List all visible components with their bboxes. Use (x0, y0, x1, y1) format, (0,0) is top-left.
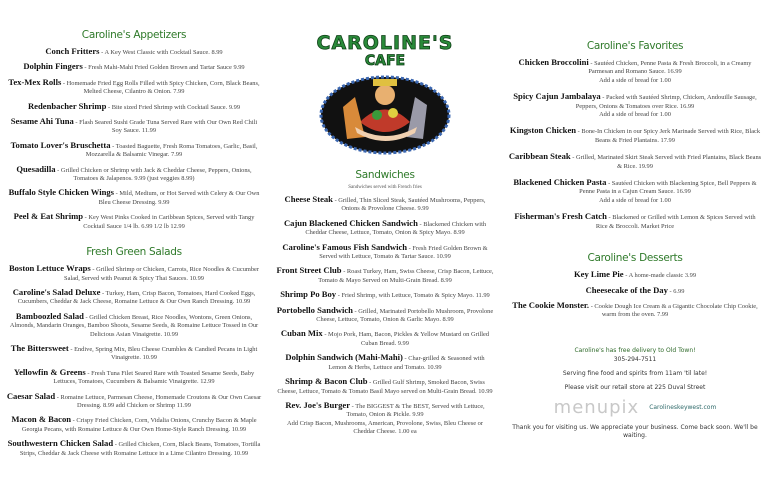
menu-item-name: Caroline's Salad Deluxe (12, 286, 101, 297)
menu-item-description: Flash Seared Sushi Grade Tuna Served Rare with Our Own Red Chili Soy Sauce. 11.99 (79, 119, 258, 135)
section-heading: Sandwiches (355, 169, 415, 181)
menu-item (276, 329, 494, 348)
separator: - (350, 402, 356, 410)
separator: - (106, 103, 112, 111)
menu-item (6, 288, 262, 307)
desserts-section (508, 252, 762, 325)
menu-item-name: Fisherman's Fresh Catch (514, 211, 607, 222)
separator: - (407, 244, 413, 252)
phone-number: 305-294-7511 (613, 355, 657, 363)
menu-item-name: The Bittersweet (10, 342, 69, 353)
menu-item-description: A home-made classic 3.99 (628, 272, 697, 280)
menu-item (276, 377, 494, 396)
menu-item-name: Chicken Broccolini (518, 57, 589, 67)
menu-item-name: Portobello Sandwich (276, 304, 353, 315)
menu-item (6, 62, 262, 72)
menu-item (276, 243, 494, 262)
retail-text: Please visit our retail store at 225 Duval Street (564, 383, 706, 391)
separator: - (82, 64, 89, 72)
menu-item-description: Blackened Chicken with Cheddar Cheese, Lettuce, Tomato, Onion & Spicy Mayo. 8.99 (305, 220, 487, 237)
menu-item (6, 141, 262, 160)
menu-item-description: A Key West Classic with Cocktail Sauce. 8.99 (104, 49, 223, 56)
menu-item-description: Toasted Baguette, Fresh Roma Tomatoes, Garlic, Basil, Mozzarella & Balsamic Vinegar. 7.99 (85, 142, 258, 159)
separator: - (402, 355, 409, 363)
menu-item-name: Cheesecake of the Day (585, 284, 668, 295)
menu-item-description: Grilled Chicken or Shrimp with Jack & Cheddar Cheese, Peppers, Onions, Tomatoes & Jalapenos. 9.99 (just veggies 8.99) (60, 166, 252, 183)
menu-item-name: Macon & Bacon (11, 414, 72, 425)
separator: - (600, 94, 606, 102)
menu-item-description: Bite sized Fried Shrimp with Cocktail Sauce. 9.99 (111, 103, 241, 111)
menu-item-description: Bone-In Chicken in our Spicy Jerk Marinade Served with Rice, Black Beans & Fried Plantains. 17.99 (581, 128, 761, 144)
menu-item (508, 126, 762, 145)
separator: - (341, 268, 347, 276)
separator: - (99, 49, 105, 56)
menu-item-name: Tex-Mex Rolls (8, 76, 62, 87)
menu-item (276, 290, 494, 300)
delivery-text: Caroline's has free delivery to Old Town! (574, 346, 696, 354)
menu-item (6, 344, 262, 363)
menu-item-name: Yellowfin & Greens (13, 366, 86, 377)
separator: - (589, 302, 595, 310)
menu-item-description: Grilled Shrimp or Chicken, Carrots, Rice Noodles & Cucumber Salad, Served with Peanut & Spicy Thai Sauces. 10.99 (64, 266, 260, 282)
separator: - (623, 272, 629, 280)
separator: - (55, 393, 61, 401)
menu-item-name: Caesar Salad (6, 390, 56, 401)
separator: - (606, 214, 613, 222)
menu-item-name: Spicy Cajun Jambalaya (513, 91, 601, 102)
menu-item-description: Mojo Pork, Ham, Bacon, Pickles & Yellow Mustard on Grilled Cuban Bread. 9.99 (328, 331, 490, 347)
right-column (508, 0, 762, 446)
separator: - (68, 345, 75, 353)
menu-item (6, 165, 262, 184)
menu-item-description: Romaine Lettuce, Parmesan Cheese, Homemade Croutons & Our Own Caesar Dressing. 8.99 add Chicken or Shrimp 11.99 (60, 393, 262, 409)
sandwiches-section (276, 169, 494, 442)
menu-item (6, 264, 262, 283)
left-column (6, 0, 262, 463)
menu-item-description: The BIGGEST & The BEST, Served with Lettuce, Tomato, Onion & Pickle. 9.99 (346, 402, 485, 419)
menu-item (6, 212, 262, 231)
menu-item-description: Grilled, Marinated Portobello Mushroom, Provolone Cheese, Lettuce, Tomato, Onion & Garlic Mayo. 8.99 (316, 307, 494, 324)
menu-item-name: Rev. Joe's Burger (285, 399, 351, 410)
menu-item-name: Caribbean Steak (508, 151, 571, 162)
menu-item-extra: Add Crisp Bacon, Mushrooms, American, Provolone, Swiss, Bleu Cheese or Cheddar Cheese. 1.00 ea (287, 419, 483, 436)
menu-item (508, 212, 762, 231)
menu-item-description: Cookie Dough Ice Cream & a Gigantic Chocolate Chip Cookie, warm from the oven. 7.99 (594, 302, 758, 319)
menu-item-description: Char-grilled & Seasoned with Lemon & Herbs, Lettuce and Tomato. 10.99 (328, 355, 485, 371)
separator: - (576, 128, 582, 136)
menu-item (508, 92, 762, 119)
menu-item-name: Southwestern Chicken Salad (7, 438, 114, 449)
menu-item-name: Dolphin Fingers (23, 61, 83, 72)
separator: - (73, 119, 80, 127)
menu-item-extra: Add a side of bread for 1.00 (599, 76, 671, 84)
menu-item-name: Dolphin Sandwich (Mahi-Mahi) (285, 352, 403, 363)
menu-item (6, 47, 262, 57)
separator: - (114, 190, 120, 198)
menu-item-description: Blackened or Grilled with Lemon & Spices Served with Rice & Broccoli. Market Price (595, 214, 756, 230)
menu-item (6, 78, 262, 97)
menu-item-name: Cuban Mix (280, 328, 323, 339)
separator: - (55, 166, 61, 174)
menu-item-description: 6.99 (673, 287, 685, 295)
menu-item-extra: Add a side of bread for 1.00 (599, 196, 671, 204)
menu-item (508, 58, 762, 85)
website-link[interactable]: Carolineskeywest.com (649, 403, 717, 411)
separator: - (570, 154, 577, 162)
separator: - (606, 180, 612, 188)
menu-item (276, 219, 494, 238)
menu-item (6, 439, 262, 458)
section-heading: Caroline's Appetizers (81, 29, 187, 41)
menu-item (6, 188, 262, 207)
menu-item (276, 401, 494, 437)
menu-item-description: Roast Turkey, Ham, Swiss Cheese, Crisp Bacon, Lettuce, Tomato & Mayo Served on Multi-Grain Bread. 8.99 (318, 268, 494, 284)
separator: - (83, 214, 89, 222)
section-heading: Fresh Green Salads (86, 246, 182, 259)
menu-item-name: Bamboozled Salad (15, 310, 84, 321)
menu-item-description: Homemade Fried Egg Rolls Filled with Spicy Chicken, Corn, Black Beans, Melted Cheese, Cilantro & Onion. 7.99 (66, 79, 260, 96)
separator: - (367, 379, 373, 387)
menu-item-name: Buffalo Style Chicken Wings (8, 187, 115, 198)
menu-item-name: Front Street Club (276, 265, 342, 276)
separator: - (322, 331, 329, 339)
separator: - (90, 266, 97, 274)
separator: - (83, 313, 90, 321)
separator: - (61, 79, 67, 87)
svg-text:CAROLINE'S: CAROLINE'S (316, 32, 454, 54)
watermark: menupix (553, 396, 640, 418)
menu-item-description: Sautéed Chicken, Penne Pasta & Fresh Broccoli, in a Creamy Parmesan and Romano Sauce. 16.99 (588, 60, 752, 76)
section-heading: Caroline's Desserts (587, 252, 683, 265)
svg-text:CAFE: CAFE (364, 53, 406, 69)
carolines-cafe-logo (315, 27, 455, 157)
menu-item-name: Shrimp Po Boy (280, 289, 337, 300)
menu-item-description: Grilled, Thin Sliced Steak, Sautéed Mushrooms, Peppers, Onions & Provolone Cheese. 9.99 (338, 197, 486, 213)
menu-item-extra: Add a side of bread for 1.00 (599, 111, 671, 119)
menu-item (6, 392, 262, 411)
footer-info (508, 347, 762, 446)
menu-item (508, 301, 762, 320)
menu-item (276, 306, 494, 325)
menu-item-description: Mild, Medium, or Hot Served with Celery & Our Own Bleu Cheese Dressing. 9.99 (98, 190, 260, 206)
separator: - (110, 142, 116, 150)
appetizers-section (6, 29, 262, 236)
menu-item-name: Conch Fritters (45, 46, 100, 56)
separator: - (332, 197, 339, 204)
menu-item-description: Grilled Chicken Breast, Rice Noodles, Wontons, Green Onions, Almonds, Mandarin Oranges, Bamboo Shoots, Sesame Seeds, & Romaine Lettuce Tossed in Our Delicious Asian Vinaigrette. 10.99 (9, 313, 259, 338)
thanks-text: Thank you for visiting us. We appreciate your business. Come back soon. We'll be waiting. (512, 423, 758, 439)
menu-item-name: Redenbacher Shrimp (27, 100, 107, 111)
menu-item (6, 415, 262, 434)
menu-item-name: Shrimp & Bacon Club (285, 376, 368, 387)
menu-item-description: Crispy Fried Chicken, Corn, Vidalia Onions, Crunchy Bacon & Maple Georgia Pecans, with Romaine Lettuce & Our Own Home-Style Ranch Dressing. 10.99 (21, 417, 257, 433)
menu-item (276, 195, 494, 214)
menu-item (508, 178, 762, 205)
menu-item (508, 152, 762, 171)
menu-item-description: Packed with Sautéed Shrimp, Chicken, Andouille Sausage, Peppers, Onions & Tomatoes over Rice. 16.99 (575, 94, 757, 110)
menu-item (508, 270, 762, 280)
menu-item-name: Boston Lettuce Wraps (8, 263, 91, 274)
menu-item-description: Sautéed Chicken with Blackening Spice, Bell Peppers & Penne Pasta in a Cajun Cream Sauce. 16.99 (579, 180, 757, 196)
menu-item-description: Fresh Mahi-Mahi Fried Golden Brown and Tartar Sauce 9.99 (88, 64, 245, 72)
sandwiches-note: Sandwiches served with French fries (348, 185, 422, 190)
menu-item-name: Sesame Ahi Tuna (10, 116, 74, 127)
menu-item-name: Peel & Eat Shrimp (13, 211, 84, 222)
menu-item-description: Grilled Chicken, Corn, Black Beans, Tomatoes, Tortilla Strips, Cheddar & Jack Cheese with Romaine Lettuce in a Lime Cilantro Dressing. 10.99 (19, 441, 261, 457)
menu-item-name: The Cookie Monster. (512, 299, 590, 310)
menu-item-description: Fresh Tuna Filet Seared Rare with Toasted Sesame Seeds, Baby Lettuces, Tomatoes, Cucumbers & Balsamic Vinaigrette. 12.99 (53, 369, 255, 386)
menu-item (508, 286, 762, 296)
menu-item (6, 368, 262, 387)
menu-item-description: Grilled, Marinated Skirt Steak Served with Fried Plantains, Black Beans & Rice. 19.99 (576, 154, 762, 170)
separator: - (417, 220, 424, 228)
separator: - (85, 369, 92, 377)
separator: - (667, 287, 674, 295)
menu-item-description: Endive, Spring Mix, Bleu Cheese Crumbles & Candied Pecans in Light Vinaigrette. 10.99 (74, 345, 258, 362)
separator: - (113, 441, 119, 449)
hours-text: Serving fine food and spirits from 11am 'til late! (562, 369, 708, 377)
favorites-section (508, 40, 762, 238)
center-column (276, 0, 494, 442)
menu-item-name: Cheese Steak (284, 194, 333, 204)
separator: - (71, 417, 77, 425)
menu-item-name: Quesadilla (16, 163, 56, 174)
menu-item-description: Key West Pinks Cooked in Caribbean Spices, Served with Tangy Cocktail Sauce 1/4 lb. 6.99 1/2 lb 12.99 (83, 214, 255, 230)
salads-section (6, 246, 262, 463)
menu-item-name: Blackened Chicken Pasta (513, 177, 607, 188)
menu-item (6, 117, 262, 136)
menu-item-name: Kingston Chicken (509, 125, 577, 136)
menu-item (276, 353, 494, 372)
menu-item-description: Turkey, Ham, Crisp Bacon, Tomatoes, Hard Cooked Eggs, Cucumbers, Cheddar & Jack Cheese, Romaine Lettuce & Our Own Ranch Dressing. 10.99 (17, 289, 256, 306)
menu-item-name: Cajun Blackened Chicken Sandwich (283, 217, 418, 228)
section-heading: Caroline's Favorites (586, 40, 684, 52)
menu-item (6, 102, 262, 112)
menu-item-name: Caroline's Famous Fish Sandwich (282, 241, 408, 252)
menu-item-description: Fresh Fried Golden Brown & Served with Lettuce, Tomato & Tartar Sauce. 10.99 (319, 244, 488, 261)
menu-item (6, 312, 262, 339)
separator: - (352, 307, 359, 315)
separator: - (336, 292, 342, 300)
separator: - (588, 60, 595, 67)
menu-item-description: Fried Shrimp, with Lettuce, Tomato & Spicy Mayo. 11.99 (341, 292, 490, 300)
menu-item-name: Key Lime Pie (573, 269, 624, 280)
separator: - (100, 289, 106, 297)
menu-item (276, 266, 494, 285)
website-row (508, 398, 762, 418)
menu-item-name: Tomato Lover's Bruschetta (10, 139, 111, 150)
menu-item-description: Grilled Gulf Shrimp, Smoked Bacon, Swiss Cheese, Lettuce, Tomato & Tomato Basil Mayo served on Multi-Grain Bread. 10.99 (277, 379, 493, 395)
